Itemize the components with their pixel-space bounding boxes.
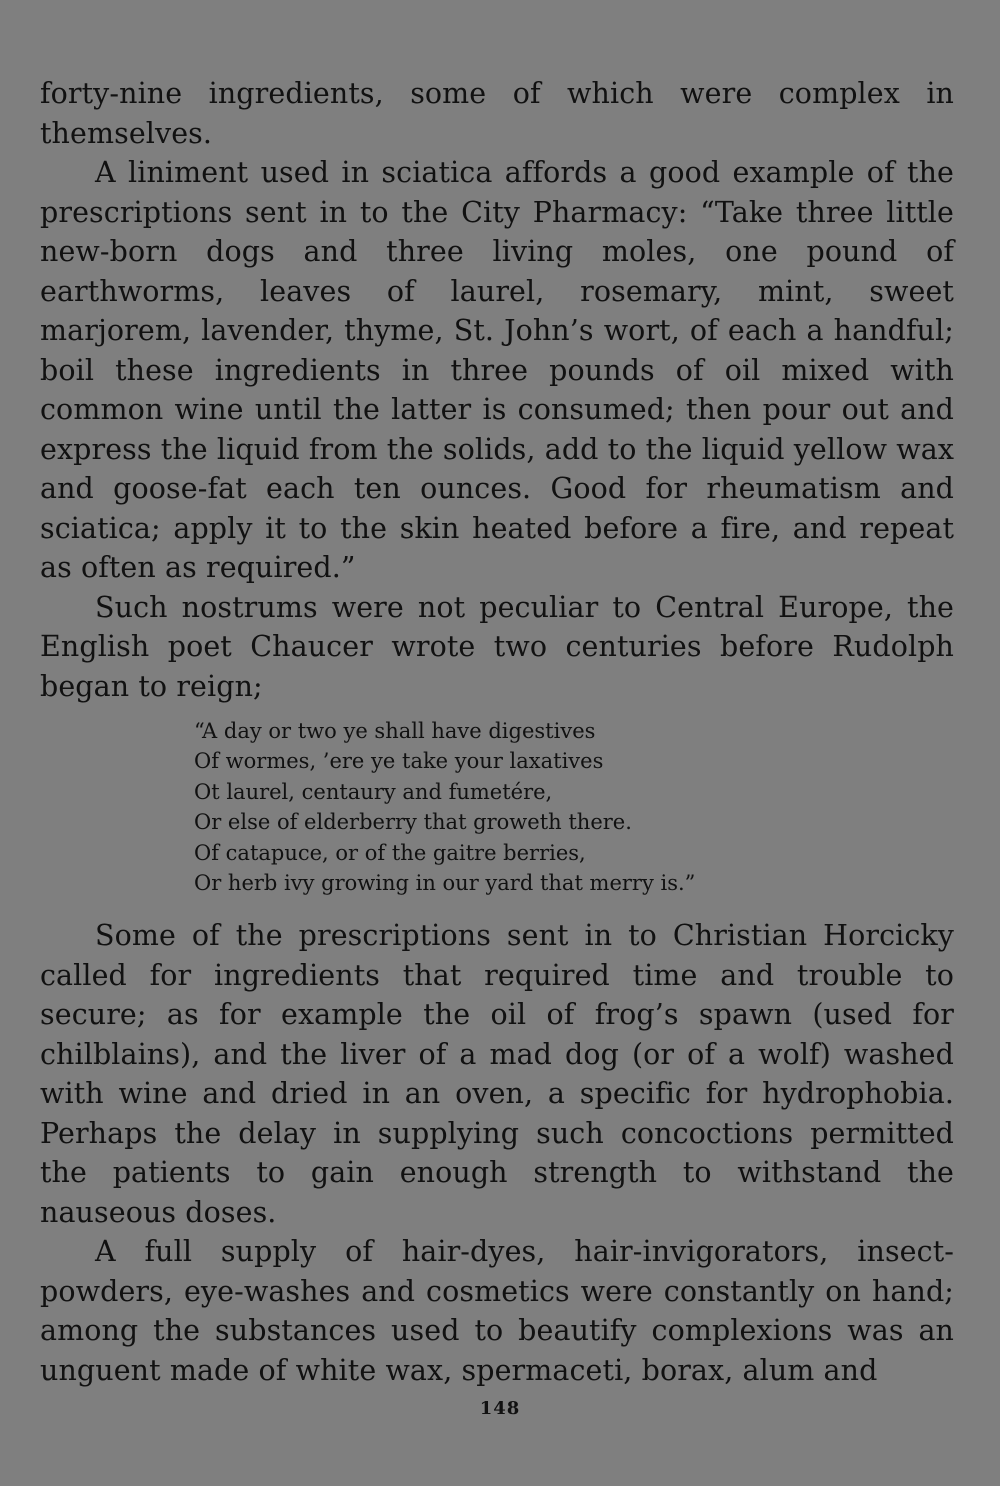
verse-line: Of catapuce, or of the gaitre berries, <box>194 840 586 865</box>
verse-line: Of wormes, ’ere ye take your laxatives <box>194 749 604 774</box>
verse-line: Or else of elderberry that groweth there. <box>194 810 632 835</box>
page-body <box>40 74 954 1390</box>
verse-line: Or herb ivy growing in our yard that merry is.” <box>194 871 696 896</box>
paragraph-cosmetics: A full supply of hair-dyes, hair-invigorators, insect-powders, eye-washes and cosmetics were constantly on hand; among the substances used to beautify complexions was an unguent made of white wax, spermaceti, borax, alum and <box>40 1235 954 1387</box>
paragraph-liniment: A liniment used in sciatica affords a good example of the prescriptions sent in to the City Pharmacy: “Take three little new-born dogs and three living moles, one pound of earthworms, leaves of laurel, rosemary, mint, sweet marjorem, lavender, thyme, St. John’s wort, of each a handful; boil these ingredients in three pounds of oil mixed with common wine until the latter is consumed; then pour out and express the liquid from the solids, add to the liquid yellow wax and goose-fat each ten ounces. Good for rheumatism and sciatica; apply it to the skin heated before a fire, and repeat as often as required.” <box>40 156 954 584</box>
paragraph-continued: forty-nine ingredients, some of which were complex in themselves. <box>40 77 954 150</box>
verse-line: Ot laurel, centaury and fumetére, <box>194 779 553 804</box>
paragraph-horcicky: Some of the prescriptions sent in to Christian Horcicky called for ingredients that required time and trouble to secure; as for example the oil of frog’s spawn (used for chilblains), and the liver of a mad dog (or of a wolf) washed with wine and dried in an oven, a specific for hydrophobia. Perhaps the delay in supplying such concoctions permitted the patients to gain enough strength to withstand the nauseous doses. <box>40 919 954 1229</box>
verse-line: “A day or two ye shall have digestives <box>194 719 596 743</box>
chaucer-verse <box>194 716 954 898</box>
paragraph-nostrums: Such nostrums were not peculiar to Central Europe, the English poet Chaucer wrote two centuries before Rudolph began to reign; <box>40 590 954 703</box>
page-number: 148 <box>479 1398 521 1419</box>
